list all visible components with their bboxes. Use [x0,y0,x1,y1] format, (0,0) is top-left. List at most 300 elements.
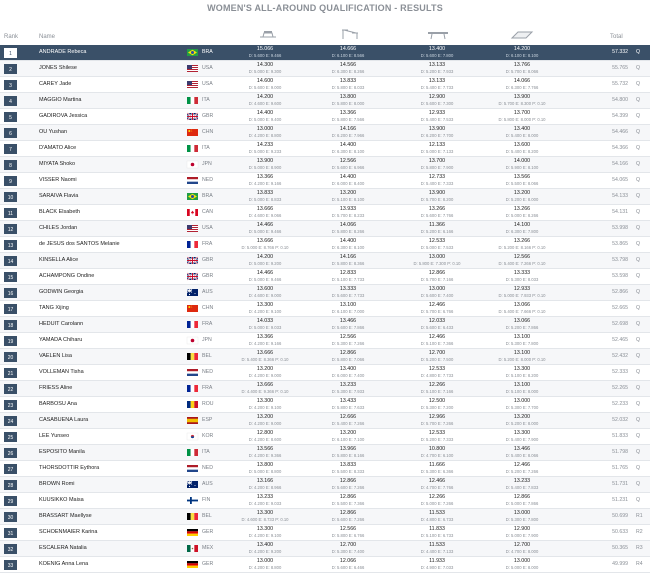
country-code: ESP [202,417,213,423]
score-value: 14.166 [339,254,357,260]
apparatus-score [482,510,562,523]
apparatus-score [482,222,562,235]
score-breakdown: D: 6.200 E: 7.966 [331,132,365,138]
apparatus-score [225,462,305,475]
table-row[interactable] [0,77,650,93]
score-value: 14.166 [339,126,357,132]
athlete-name[interactable]: FRIESS Aline [39,385,73,391]
qualification-status: Q [636,497,641,503]
score-breakdown: D: 4.900 E: 7.033 [420,564,454,570]
score-breakdown: D: 6.000 E: 8.400 [331,180,365,186]
athlete-name[interactable]: VOLLEMAN Tisha [39,369,84,375]
score-breakdown: D: 4.200 E: 9.033 [248,500,282,506]
rank-badge: 25 [4,432,17,442]
total-score: 52.698 [612,321,628,327]
apparatus-score [482,110,562,123]
apparatus-score [397,126,477,139]
table-row[interactable] [0,141,650,157]
score-breakdown: D: 5.100 E: 7.366 [420,340,454,346]
athlete-name[interactable]: VAELEN Lisa [39,353,72,359]
total-score: 52.465 [612,337,628,343]
score-breakdown: D: 5.200 E: 8.000 [505,420,539,426]
score-breakdown: D: 5.200 E: 7.866 [505,324,539,330]
score-value: 13.200 [513,190,531,196]
apparatus-score [225,270,305,283]
apparatus-score [308,542,388,555]
total-score: 50.365 [612,545,628,551]
rank-badge: 22 [4,384,17,394]
score-value: 14.466 [256,222,274,228]
score-breakdown: D: 5.000 E: 9.033 [248,324,282,330]
country-code: JPN [202,337,212,343]
table-row[interactable] [0,173,650,189]
score-value: 12.700 [428,350,446,356]
score-breakdown: D: 5.700 E: 8.200 [420,196,454,202]
athlete-name[interactable]: SARAIVA Flavia [39,193,79,199]
country-code: ITA [202,449,210,455]
athlete-name[interactable]: BROWN Romi [39,481,75,487]
score-breakdown: D: 6.100 E: 8.566 [331,52,365,58]
athlete-name[interactable]: BRASSART Maellyse [39,513,92,519]
apparatus-score [225,238,305,251]
table-row[interactable] [0,429,650,445]
score-breakdown: D: 5.000 E: 7.866 [505,500,539,506]
score-value: 13.000 [513,398,531,404]
flag-icon [187,209,198,216]
score-breakdown: D: 4.200 E: 9.100 [248,532,282,538]
table-row[interactable] [0,301,650,317]
apparatus-score [397,94,477,107]
score-value: 12.966 [428,414,446,420]
athlete-name[interactable]: YAMADA Chiharu [39,337,83,343]
score-breakdown: D: 5.000 E: 8.266 [505,212,539,218]
table-row[interactable] [0,477,650,493]
score-value: 12.933 [513,286,531,292]
score-breakdown: D: 4.800 E: 6.733 [420,516,454,522]
score-value: 13.166 [256,478,274,484]
apparatus-score [397,62,477,75]
score-value: 13.466 [513,446,531,452]
total-score: 54.065 [612,177,628,183]
score-breakdown: D: 5.000 E: 9.466 [248,228,282,234]
qualification-status: Q [636,177,641,183]
uneven-bars-icon [338,28,362,40]
flag-icon [187,561,198,568]
apparatus-score [308,558,388,571]
score-breakdown: D: 5.400 E: 8.200 [505,148,539,154]
athlete-name[interactable]: JONES Shilese [39,65,77,71]
athlete-name[interactable]: GODWIN Georgia [39,289,84,295]
score-breakdown: D: 5.600 E: 7.800 [420,52,454,58]
score-breakdown: D: 4.200 E: 9.100 [248,404,282,410]
score-breakdown: D: 4.200 E: 9.166 [248,340,282,346]
flag-icon [187,433,198,440]
score-value: 14.000 [513,158,531,164]
apparatus-score [397,558,477,571]
score-breakdown: D: 6.300 E: 8.266 [331,68,365,74]
apparatus-score [482,78,562,91]
apparatus-score [397,526,477,539]
apparatus-score [308,334,388,347]
apparatus-score [308,270,388,283]
country-code: USA [202,225,213,231]
rank-badge: 17 [4,304,17,314]
rank-badge: 3 [4,80,17,90]
score-value: 13.400 [428,46,446,52]
apparatus-score [482,174,562,187]
apparatus-score [308,302,388,315]
qualification-status: R3 [636,545,643,551]
table-row[interactable] [0,381,650,397]
apparatus-score [397,190,477,203]
table-row[interactable] [0,445,650,461]
score-value: 12.900 [428,94,446,100]
rank-badge: 4 [4,96,17,106]
flag-icon [187,177,198,184]
athlete-name[interactable]: ACHAMPONG Ondine [39,273,95,279]
apparatus-score [308,94,388,107]
score-breakdown: D: 5.000 E: 9.300 [248,68,282,74]
table-row[interactable] [0,157,650,173]
score-value: 13.233 [339,382,357,388]
athlete-name[interactable]: HEDUIT Carolann [39,321,84,327]
score-breakdown: D: 5.200 E: 6.166 [420,228,454,234]
score-breakdown: D: 5.700 E: 8.066 [505,68,539,74]
score-value: 13.233 [256,494,274,500]
total-column-header: Total [610,34,623,40]
apparatus-score [397,302,477,315]
athlete-name[interactable]: CHILES Jordan [39,225,78,231]
score-value: 13.400 [256,542,274,548]
qualification-status: Q [636,113,641,119]
qualification-status: Q [636,305,641,311]
total-score: 52.866 [612,289,628,295]
table-row[interactable] [0,365,650,381]
athlete-name[interactable]: SCHOENMAIER Karina [39,529,98,535]
score-value: 11.533 [429,510,445,516]
table-row[interactable] [0,493,650,509]
athlete-name[interactable]: BLACK Elsabeth [39,209,80,215]
table-row[interactable] [0,317,650,333]
qualification-status: Q [636,481,641,487]
apparatus-score [308,62,388,75]
score-value: 12.533 [428,366,446,372]
score-breakdown: D: 5.800 E: 8.166 [331,452,365,458]
country-code: FRA [202,385,213,391]
flag-icon [187,241,198,248]
table-row[interactable] [0,221,650,237]
score-breakdown: D: 4.400 E: 7.133 [420,548,454,554]
score-value: 12.566 [339,158,357,164]
score-breakdown: D: 5.300 E: 8.033 [505,276,539,282]
athlete-name[interactable]: KOENIG Anna Lena [39,561,89,567]
country-code: BRA [202,49,213,55]
score-breakdown: D: 5.600 E: 7.400 [420,292,454,298]
country-code: BRA [202,193,213,199]
score-breakdown: D: 5.800 E: 7.300 P: 0.10 [413,260,461,266]
apparatus-score [482,270,562,283]
score-value: 12.866 [339,350,357,356]
athlete-name[interactable]: D'AMATO Alice [39,145,77,151]
score-breakdown: D: 5.000 E: 7.933 P: 0.10 [498,292,546,298]
apparatus-score [397,350,477,363]
score-value: 13.266 [513,238,531,244]
score-breakdown: D: 6.100 E: 8.100 [505,52,539,58]
athlete-name[interactable]: MIYATA Shoko [39,161,76,167]
score-breakdown: D: 5.000 E: 8.766 P: 0.10 [241,244,289,250]
apparatus-score [482,238,562,251]
score-value: 13.900 [428,190,446,196]
qualification-status: Q [636,401,641,407]
score-value: 13.133 [428,78,446,84]
apparatus-score [225,350,305,363]
country-code: JPN [202,161,212,167]
athlete-name[interactable]: ANDRADE Rebeca [39,49,87,55]
country-code: KOR [202,433,214,439]
score-value: 12.466 [428,302,446,308]
apparatus-score [225,398,305,411]
score-value: 13.700 [428,158,446,164]
qualification-status: R2 [636,529,643,535]
table-row[interactable] [0,205,650,221]
table-row[interactable] [0,525,650,541]
apparatus-score [225,222,305,235]
score-value: 13.333 [339,286,357,292]
apparatus-score [308,526,388,539]
score-breakdown: D: 5.000 E: 8.000 [505,564,539,570]
score-value: 13.366 [256,334,274,340]
table-row[interactable] [0,125,650,141]
country-code: ROU [202,401,214,407]
score-value: 13.666 [256,238,274,244]
apparatus-score [397,366,477,379]
flag-icon [187,257,198,264]
score-breakdown: D: 5.200 E: 8.166 P: 0.10 [498,244,546,250]
score-breakdown: D: 5.200 E: 7.333 [420,436,454,442]
rank-badge: 5 [4,112,17,122]
flag-icon [187,305,198,312]
score-value: 13.600 [256,286,274,292]
country-code: ITA [202,97,210,103]
table-row[interactable] [0,397,650,413]
score-value: 15.066 [256,46,274,52]
score-breakdown: D: 4.200 E: 8.800 [248,132,282,138]
score-breakdown: D: 4.800 E: 7.733 [420,372,454,378]
athlete-name[interactable]: ESCALERA Natalia [39,545,87,551]
score-breakdown: D: 5.700 E: 7.266 [420,420,454,426]
apparatus-score [225,318,305,331]
flag-icon [187,65,198,72]
score-value: 13.300 [256,302,274,308]
athlete-name[interactable]: CAREY Jade [39,81,72,87]
apparatus-score [482,190,562,203]
total-score: 52.233 [612,401,628,407]
score-breakdown: D: 5.000 E: 9.400 [248,116,282,122]
total-score: 52.432 [612,353,628,359]
score-breakdown: D: 5.600 E: 6.433 [420,324,454,330]
qualification-status: Q [636,337,641,343]
apparatus-score [225,158,305,171]
total-score: 51.231 [612,497,628,503]
results-table [0,45,650,573]
score-value: 11.366 [429,222,445,228]
total-score: 54.166 [612,161,628,167]
score-value: 14.066 [339,222,357,228]
table-row[interactable] [0,509,650,525]
flag-icon [187,513,198,520]
table-row[interactable] [0,285,650,301]
apparatus-score [482,286,562,299]
qualification-status: Q [636,273,641,279]
athlete-name[interactable]: de JESUS dos SANTOS Melanie [39,241,120,247]
apparatus-score [397,382,477,395]
apparatus-score [482,254,562,267]
apparatus-score [308,398,388,411]
flag-icon [187,113,198,120]
score-breakdown: D: 5.200 E: 7.266 [505,468,539,474]
score-value: 12.900 [513,526,531,532]
score-value: 13.066 [513,318,531,324]
athlete-name[interactable]: ESPOSITO Manila [39,449,85,455]
apparatus-score [482,94,562,107]
score-breakdown: D: 5.600 E: 7.733 [331,292,365,298]
score-breakdown: D: 5.600 E: 6.966 [331,164,365,170]
qualification-status: Q [636,65,641,71]
table-row[interactable] [0,413,650,429]
apparatus-score [397,222,477,235]
table-row[interactable] [0,253,650,269]
score-value: 12.666 [339,414,357,420]
table-row[interactable] [0,237,650,253]
table-row[interactable] [0,93,650,109]
score-breakdown: D: 5.300 E: 7.700 [505,404,539,410]
table-row[interactable] [0,333,650,349]
score-breakdown: D: 5.300 E: 6.366 [420,468,454,474]
score-breakdown: D: 5.600 E: 9.000 [248,84,282,90]
athlete-name[interactable]: LEE Yunseo [39,433,70,439]
total-score: 53.798 [612,257,628,263]
country-code: USA [202,65,213,71]
score-breakdown: D: 5.400 E: 7.333 [420,180,454,186]
athlete-name[interactable]: GADIROVA Jessica [39,113,88,119]
table-row[interactable] [0,557,650,573]
flag-icon [187,225,198,232]
qualification-status: Q [636,129,641,135]
score-breakdown: D: 5.500 E: 7.366 [331,500,365,506]
apparatus-score [225,302,305,315]
score-breakdown: D: 5.000 E: 8.900 [248,164,282,170]
score-breakdown: D: 5.700 E: 8.233 [331,212,365,218]
score-value: 13.000 [428,286,446,292]
athlete-name[interactable]: THORSDOTTIR Eythora [39,465,100,471]
flag-icon [187,145,198,152]
score-breakdown: D: 5.000 E: 7.900 [505,532,539,538]
qualification-status: Q [636,241,641,247]
score-breakdown: D: 5.000 E: 9.200 [248,260,282,266]
table-row[interactable] [0,189,650,205]
apparatus-score [482,494,562,507]
score-breakdown: D: 5.200 E: 8.000 [505,196,539,202]
apparatus-score [482,526,562,539]
qualification-status: R1 [636,513,643,519]
athlete-name[interactable]: CASABUENA Laura [39,417,89,423]
score-value: 13.966 [339,446,357,452]
apparatus-score [225,110,305,123]
score-breakdown: D: 6.200 E: 7.700 [420,132,454,138]
score-value: 11.833 [429,526,445,532]
athlete-name[interactable]: OU Yushan [39,129,68,135]
total-score: 53.865 [612,241,628,247]
score-breakdown: D: 5.000 E: 9.466 [248,276,282,282]
flag-icon [187,529,198,536]
table-header [0,28,650,44]
rank-badge: 12 [4,224,17,234]
apparatus-score [482,430,562,443]
score-value: 13.366 [256,174,274,180]
qualification-status: Q [636,225,641,231]
total-score: 57.332 [612,49,628,55]
apparatus-score [397,510,477,523]
score-value: 13.000 [513,510,531,516]
apparatus-score [482,398,562,411]
athlete-name[interactable]: TANG Xijing [39,305,69,311]
total-score: 51.833 [612,433,628,439]
rank-badge: 26 [4,448,17,458]
apparatus-score [482,350,562,363]
flag-icon [187,465,198,472]
apparatus-score [308,158,388,171]
table-row[interactable] [0,269,650,285]
score-value: 13.666 [256,350,274,356]
score-value: 13.200 [256,414,274,420]
table-row[interactable] [0,349,650,365]
athlete-name[interactable]: BARBOSU Ana [39,401,77,407]
table-row[interactable] [0,541,650,557]
score-breakdown: D: 5.600 E: 7.266 [331,516,365,522]
flag-icon [187,161,198,168]
score-breakdown: D: 5.500 E: 8.333 [331,468,365,474]
athlete-name[interactable]: MAGGIO Martina [39,97,82,103]
score-value: 14.666 [339,46,357,52]
table-row[interactable] [0,461,650,477]
score-breakdown: D: 5.400 E: 7.733 [420,84,454,90]
table-row[interactable] [0,45,650,61]
apparatus-score [482,382,562,395]
table-row[interactable] [0,109,650,125]
score-breakdown: D: 5.100 E: 8.200 [505,372,539,378]
qualification-status: Q [636,193,641,199]
score-value: 13.200 [256,366,274,372]
flag-icon [187,385,198,392]
apparatus-score [308,78,388,91]
athlete-name[interactable]: KINSELLA Alice [39,257,79,263]
total-score: 51.798 [612,449,628,455]
score-value: 14.033 [256,318,274,324]
score-breakdown: D: 5.300 E: 7.800 [505,340,539,346]
table-row[interactable] [0,61,650,77]
score-value: 13.566 [256,446,274,452]
score-breakdown: D: 4.600 E: 9.600 [248,100,282,106]
rank-badge: 21 [4,368,17,378]
score-breakdown: D: 6.300 E: 7.800 [505,228,539,234]
athlete-name[interactable]: VISSER Naomi [39,177,77,183]
rank-badge: 24 [4,416,17,426]
score-breakdown: D: 5.600 E: 7.300 [420,100,454,106]
athlete-name[interactable]: KUUSIKKO Maisa [39,497,84,503]
score-value: 12.266 [428,494,446,500]
total-score: 52.032 [612,417,628,423]
apparatus-score [482,158,562,171]
